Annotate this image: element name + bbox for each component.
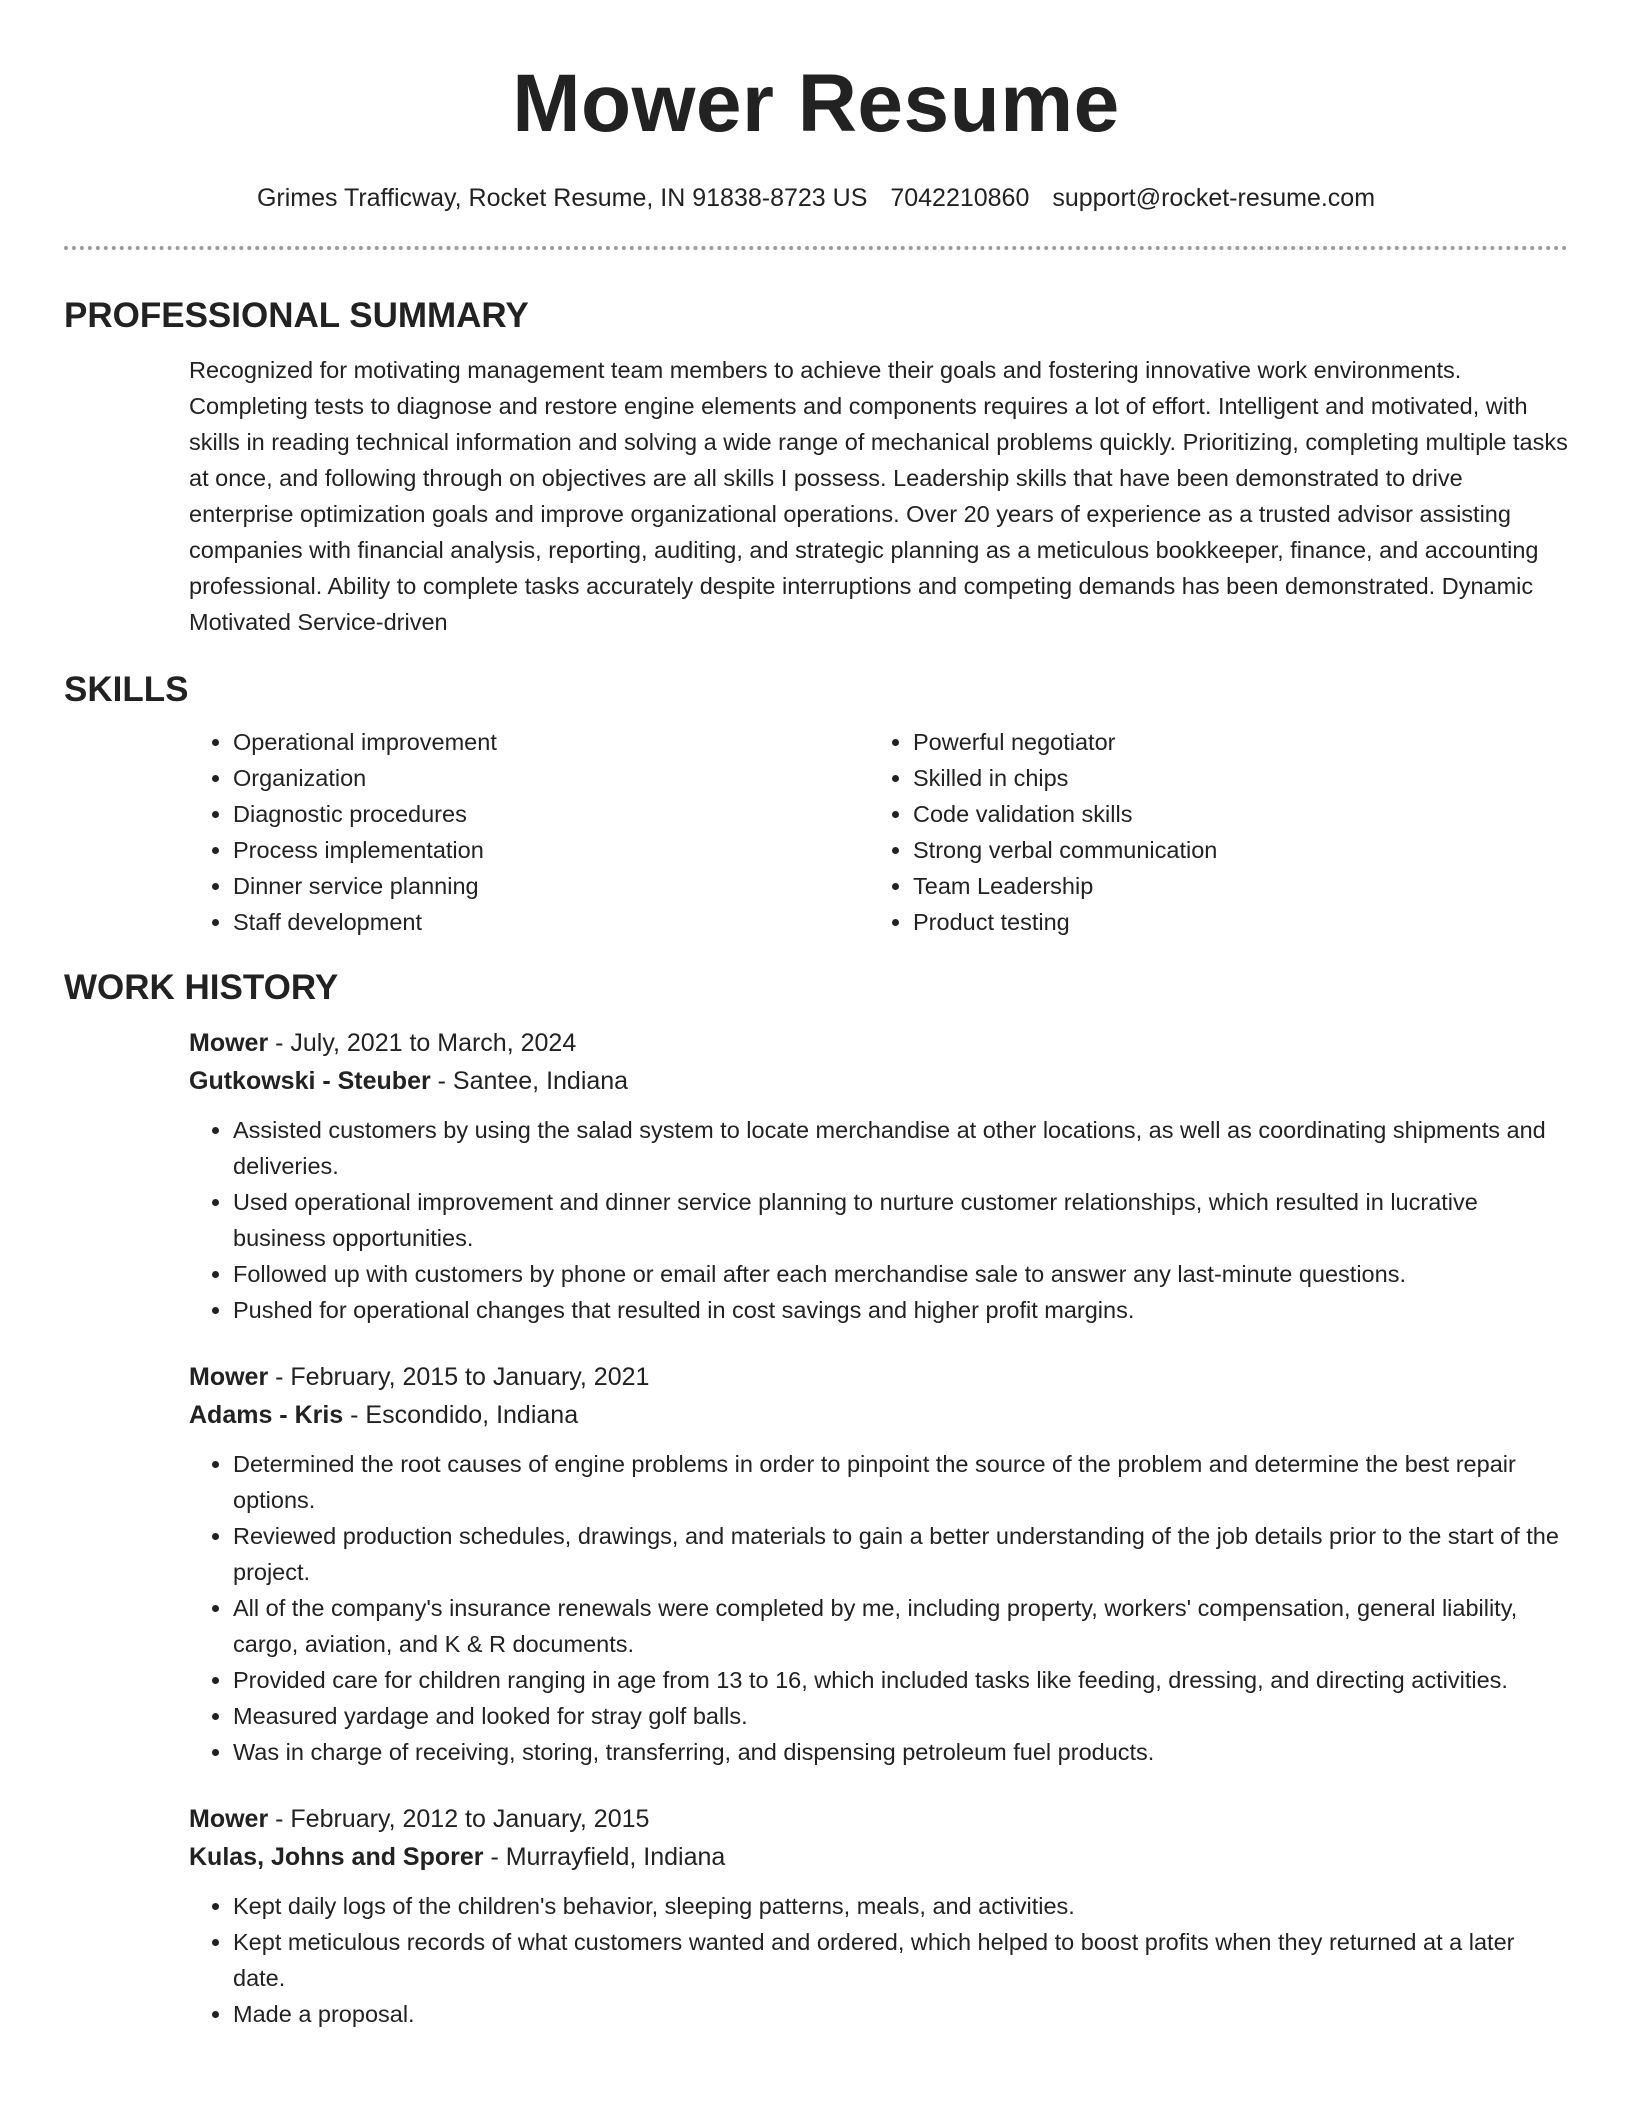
- skill-item: • Operational improvement: [233, 724, 869, 760]
- skill-item: • Powerful negotiator: [913, 724, 1549, 760]
- skill-item: • Organization: [233, 760, 869, 796]
- skill-item: • Skilled in chips: [913, 760, 1549, 796]
- job-location: - Santee, Indiana: [430, 1067, 629, 1095]
- contact-address: Grimes Trafficway, Rocket Resume, IN 91838-8723 US: [256, 184, 868, 212]
- job-title: Mower: [189, 1805, 269, 1833]
- skill-item: • Team Leadership: [913, 868, 1549, 904]
- job-company-line: [189, 1062, 1568, 1100]
- job-company: Gutkowski - Steuber: [189, 1067, 431, 1095]
- job-bullet: • Assisted customers by using the salad system to locate merchandise at other locations, as well as coordinating shipments and deliveries.: [233, 1112, 1568, 1184]
- summary-heading: PROFESSIONAL SUMMARY: [64, 296, 529, 335]
- job-bullet: • Used operational improvement and dinner service planning to nurture customer relationships, which resulted in lucrative business opportunities.: [233, 1184, 1568, 1256]
- job-title: Mower: [189, 1363, 269, 1391]
- job-bullet: • Was in charge of receiving, storing, transferring, and dispensing petroleum fuel products.: [233, 1734, 1568, 1770]
- job-entry: [189, 1800, 1568, 2032]
- job-bullet: • Determined the root causes of engine problems in order to pinpoint the source of the problem and determine the best repair options.: [233, 1446, 1568, 1518]
- job-location: - Escondido, Indiana: [343, 1401, 579, 1429]
- skill-item: • Code validation skills: [913, 796, 1549, 832]
- job-company: Adams - Kris: [189, 1401, 344, 1429]
- skill-item: • Diagnostic procedures: [233, 796, 869, 832]
- job-company: Kulas, Johns and Sporer: [189, 1843, 484, 1871]
- resume-name: Mower Resume: [512, 58, 1120, 149]
- skill-item: • Dinner service planning: [233, 868, 869, 904]
- job-bullets: [189, 1446, 1568, 1770]
- job-bullet: • Made a proposal.: [233, 1996, 1568, 2032]
- contact-email: support@rocket-resume.com: [1052, 184, 1376, 212]
- summary-text: Recognized for motivating management team members to achieve their goals and fostering innovative work environments. Completing tests to diagnose and restore engine elements and components requires a lot of effort. Intelligent and motivated, with skills in reading technical information and solving a wide range of mechanical problems quickly. Prioritizing, completing multiple tasks at once, and following through on objectives are all skills I possess. Leadership skills that have been demonstrated to drive enterprise optimization goals and improve organizational operations. Over 20 years of experience as a trusted advisor assisting companies with financial analysis, reporting, auditing, and strategic planning as a meticulous bookkeeper, finance, and accounting professional. Ability to complete tasks accurately despite interruptions and competing demands has been demonstrated. Dynamic Motivated Service-driven: [189, 357, 1568, 635]
- job-company-line: [189, 1396, 1568, 1434]
- job-company-line: [189, 1838, 1568, 1876]
- skills-column-left: [189, 724, 869, 940]
- skills-heading: SKILLS: [64, 670, 189, 709]
- job-bullet: • Kept daily logs of the children's behavior, sleeping patterns, meals, and activities.: [233, 1888, 1568, 1924]
- work-history-heading: WORK HISTORY: [64, 968, 339, 1007]
- work-history-section: [189, 1024, 1568, 2032]
- job-bullets: [189, 1888, 1568, 2032]
- job-title-line: [189, 1024, 1568, 1062]
- job-bullet: • Followed up with customers by phone or email after each merchandise sale to answer any last-minute questions.: [233, 1256, 1568, 1292]
- skill-item: • Product testing: [913, 904, 1549, 940]
- skill-item: • Staff development: [233, 904, 869, 940]
- summary-section: [189, 352, 1568, 640]
- job-bullet: • Measured yardage and looked for stray golf balls.: [233, 1698, 1568, 1734]
- job-entry: [189, 1024, 1568, 1328]
- contact-line: [64, 182, 1568, 214]
- contact-phone: 7042210860: [890, 184, 1030, 212]
- job-location: - Murrayfield, Indiana: [483, 1843, 726, 1871]
- skills-column-right: [869, 724, 1549, 940]
- job-title-line: [189, 1358, 1568, 1396]
- job-dates: - February, 2015 to January, 2021: [268, 1363, 650, 1391]
- job-dates: - July, 2021 to March, 2024: [268, 1029, 577, 1057]
- skill-item: • Strong verbal communication: [913, 832, 1549, 868]
- job-title-line: [189, 1800, 1568, 1838]
- job-bullet: • All of the company's insurance renewals were completed by me, including property, workers' compensation, general liability, cargo, aviation, and K & R documents.: [233, 1590, 1568, 1662]
- job-bullet: • Reviewed production schedules, drawings, and materials to gain a better understanding of the job details prior to the start of the project.: [233, 1518, 1568, 1590]
- skills-section: [189, 724, 1568, 940]
- job-bullet: • Provided care for children ranging in age from 13 to 16, which included tasks like feeding, dressing, and directing activities.: [233, 1662, 1568, 1698]
- job-dates: - February, 2012 to January, 2015: [268, 1805, 650, 1833]
- job-title: Mower: [189, 1029, 269, 1057]
- job-bullet: • Kept meticulous records of what customers wanted and ordered, which helped to boost profits when they returned at a later date.: [233, 1924, 1568, 1996]
- header-divider: [64, 246, 1568, 250]
- job-entry: [189, 1358, 1568, 1770]
- resume-page: [64, 0, 1568, 2032]
- job-bullet: • Pushed for operational changes that resulted in cost savings and higher profit margins.: [233, 1292, 1568, 1328]
- job-bullets: [189, 1112, 1568, 1328]
- skill-item: • Process implementation: [233, 832, 869, 868]
